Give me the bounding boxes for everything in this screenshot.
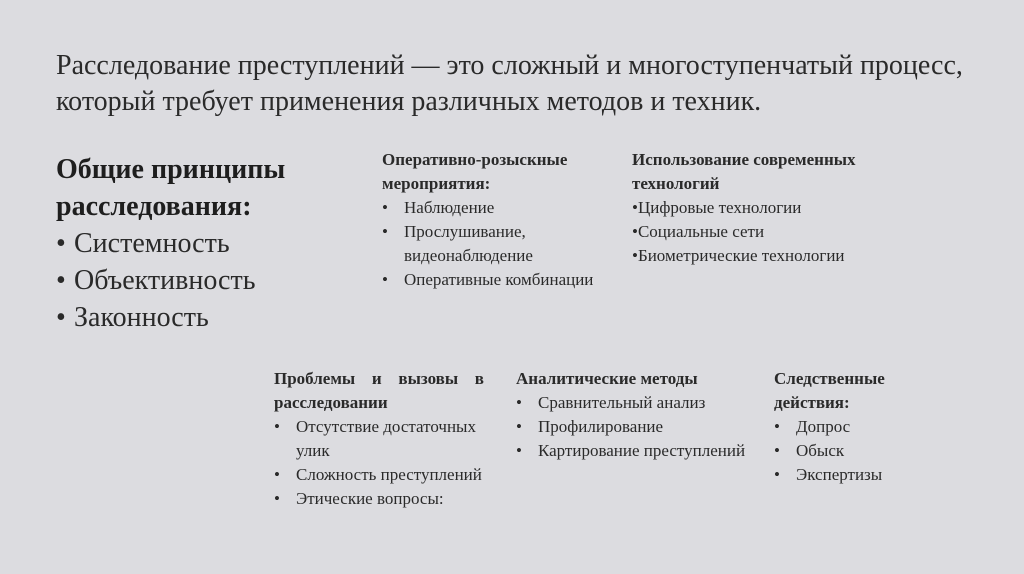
operational-list	[382, 196, 622, 292]
actions-list	[774, 415, 934, 487]
technologies-block	[632, 148, 932, 268]
list-item: • Законность	[56, 299, 356, 336]
problems-list	[274, 415, 484, 511]
technologies-heading: Использование современных технологий	[632, 150, 856, 193]
list-item: •Социальные сети	[632, 222, 765, 241]
list-item: • Сложность преступлений	[274, 463, 484, 487]
list-item: • Прослушивание, видеонаблюдение	[382, 220, 622, 268]
problems-heading: Проблемы и вызовы в расследовании	[274, 369, 484, 412]
operational-block	[382, 148, 622, 292]
list-item: •Биометрические технологии	[632, 246, 845, 265]
intro-text: Расследование преступлений — это сложный и многоступенчатый процесс, который требует применения различных методов и техник.	[56, 50, 963, 117]
list-item: •Цифровые технологии	[632, 198, 802, 217]
list-item: • Объективность	[56, 262, 356, 299]
analytic-list	[516, 391, 751, 463]
list-item: • Допрос	[774, 415, 934, 439]
list-item: • Картирование преступлений	[516, 439, 751, 463]
list-item: • Этические вопросы:	[274, 487, 484, 511]
operational-heading: Оперативно-розыскные мероприятия:	[382, 150, 568, 193]
list-item: • Сравнительный анализ	[516, 391, 751, 415]
list-item: • Обыск	[774, 439, 934, 463]
technologies-list	[632, 196, 932, 268]
principles-list	[56, 225, 356, 336]
actions-heading: Следственные действия:	[774, 369, 885, 412]
list-item: • Оперативные комбинации	[382, 268, 622, 292]
analytic-block	[516, 367, 751, 463]
list-item: • Профилирование	[516, 415, 751, 439]
list-item: • Системность	[56, 225, 356, 262]
principles-heading: Общие принципы расследования:	[56, 154, 286, 222]
list-item: • Отсутствие достаточных улик	[274, 415, 484, 463]
principles-block	[56, 151, 356, 336]
problems-block	[274, 367, 484, 511]
analytic-heading: Аналитические методы	[516, 369, 698, 388]
list-item: • Наблюдение	[382, 196, 622, 220]
list-item: • Экспертизы	[774, 463, 934, 487]
actions-block	[774, 367, 934, 487]
